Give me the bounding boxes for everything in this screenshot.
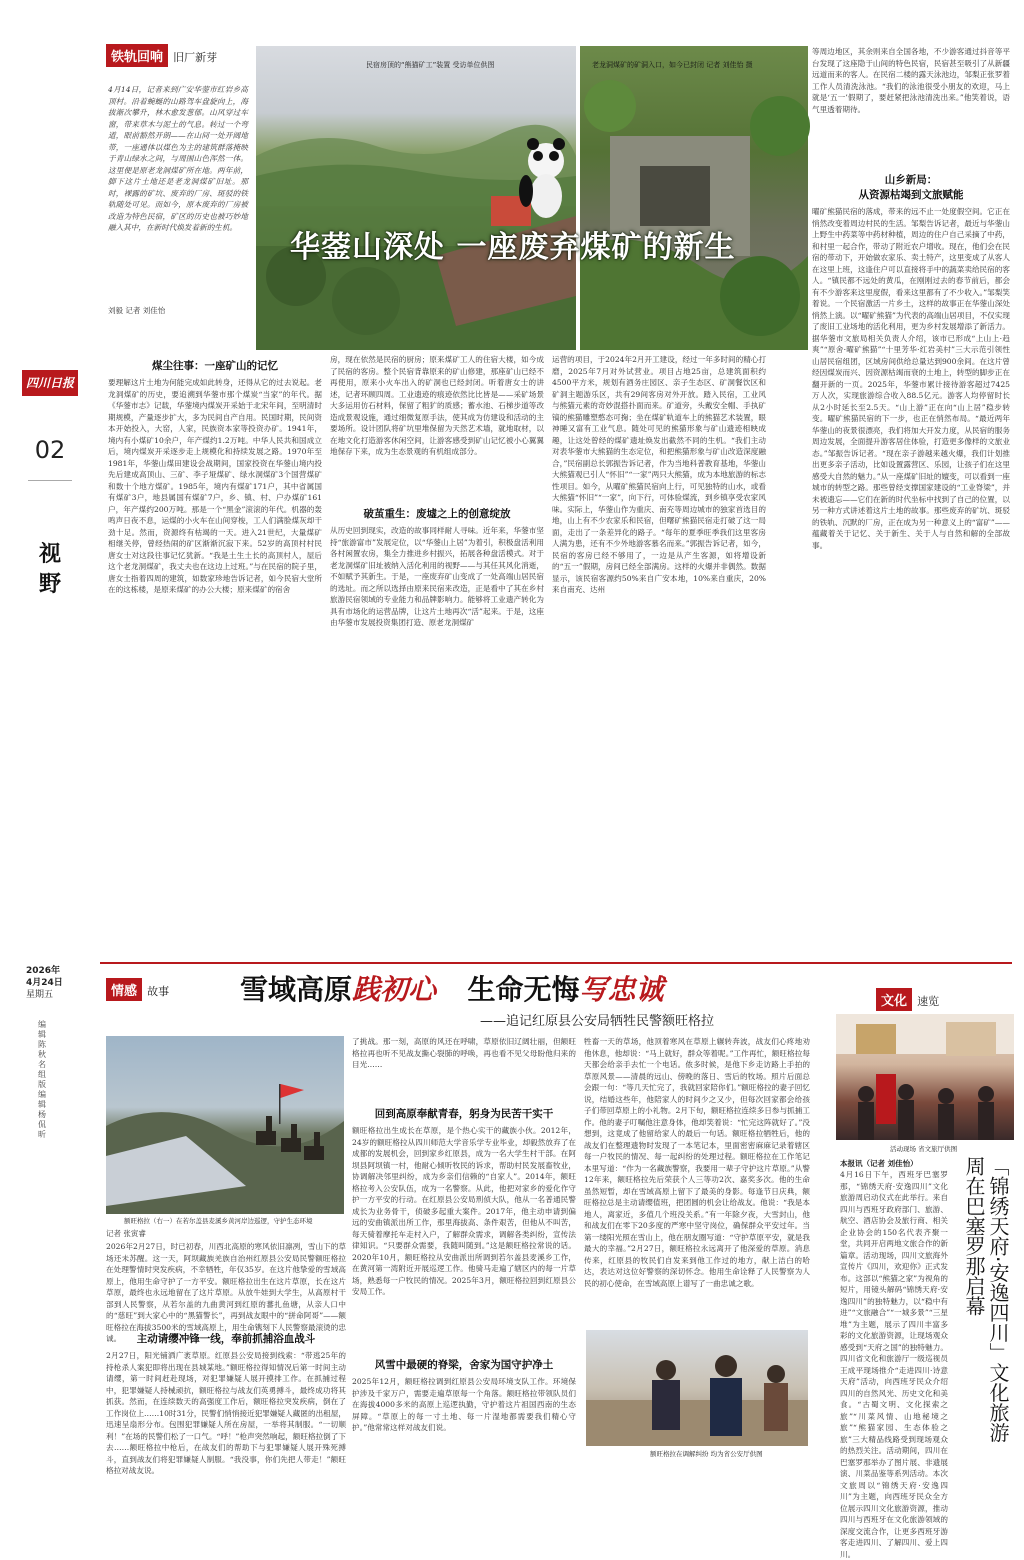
story2-photo-mediation — [586, 1330, 808, 1446]
story3-headline: 「锦绣天府·安逸四川」文化旅游周在巴塞罗那启幕 — [962, 1156, 1010, 1443]
story2-photo1-caption: 额旺格拉（右一）在若尔盖县麦溪乡黄河岸边巡逻，守护生态环境 — [124, 1217, 313, 1225]
officer-mediation-icon — [586, 1330, 808, 1446]
story2-col1: 记者 张寅睿 2026年2月27日，时已初春，川西北高原的寒风依旧凛冽，雪山下的草场还未苏醒。这一天，阿坝藏族羌族自治州红原县公安局民警额旺格拉在处理警情时突发疾病，不幸牺牲，年仅35岁。在这片他挚爱的雪域高原上，他用生命守护了一方平安。额旺格拉出生在这片草原，长在这片草原，最终也永远地留在了这片草原。从放牛娃到大学生，从高原村干部到人民警察，从若尔盖的九曲黄河到红原的蕃扎鱼塘，从亲人口中的“慈旺”到大家心中的“黑猫警长”，再到战友眼中的“拼命阿哥”——额旺格拉在海拔3500米的雪域高原上，用生命镌刻下人民警察最滚烫的忠诚。 主动请缨冲锋一线，奉前抓捕浴血战斗 2月27日，阳光铺洒广袤草原。红原县公安局接到线索：“带逃25年的持枪杀人案犯即将出现在县城某地。”额旺格拉得知情况后第一时间主动请缨，第一时间赶赴现场，对犯罪嫌疑人展开摸排工作。在抓捕过程中，犯罪嫌疑人持械顽抗，额旺格拉与战友们英勇搏斗，最终成功将其抓获。然而，在连续数天的高强度工作后，额旺格拉突发疾病，倒在了工作岗位上……10时31分，民警们悄悄接近犯罪嫌疑人藏匿的出租屋，迅速呈扇形分布。包围犯罪嫌疑人所在房屋，一举将其制服。“一切顺利！”在场的民警们松了一口气。“呼！”枪声突然响起，额旺格拉倒了下去……额旺格拉中枪后，在战友们的帮助下与犯罪嫌疑人展开殊死搏斗，直到战友们将犯罪嫌疑人制服。“我没事，你们先把人带走！”额旺格拉对战友说。 — [106, 1229, 346, 1475]
story1-photo2-caption: 老龙洞煤矿的矿洞入口，如今已封闭 记者 刘佳怡 摄 — [592, 61, 753, 69]
story2-byline: 记者 张寅睿 — [106, 1229, 146, 1238]
story1-subhead1: 煤尘往事：一座矿山的记忆 — [152, 360, 278, 372]
horse-patrol-icon — [106, 1036, 344, 1214]
weekday: 星期五 — [26, 990, 54, 1000]
story2-photo2-caption: 额旺格拉在调解纠纷 均为省公安厅供图 — [650, 1450, 763, 1458]
story1-tag: 铁轨回响 旧厂新芽 — [106, 44, 217, 67]
story1-headline: 华蓥山深处 一座废弃煤矿的新生 — [290, 230, 736, 265]
page-number: 02 — [34, 436, 66, 464]
editor-credits: 编辑 陈秋名 组版编辑 杨侃昕 — [38, 1020, 46, 1139]
story1-lead: 4月14日，记者来到广安华蓥市红岩乡高顶村。沿着蜿蜒的山路驾车盘旋向上，海拔渐次攀升，林木愈发葱郁。山风穿过车窗，带来草木与泥土的气息。转过一个弯道，眼前豁然开朗——在山间一处开阔地带，一座通体以煤色为主的建筑群落掩映于青山绿水之间，与周围山色浑然一体。这里便是原老龙洞煤矿所在地。两年前，脚下这片土地还是老龙洞煤矿旧址。那时，裸露的矿坑、废弃的厂房、斑驳的铁轨随处可见。而如今，原本废弃的厂房被改造为特色民宿，矿区的历史也被巧妙地融入其中，在新时代焕发着新的生机。 — [108, 85, 248, 232]
story2-headline: 雪域高原践初心 生命无悔写忠诚 — [240, 973, 664, 1006]
story2-photo-patrol — [106, 1036, 344, 1214]
stage-event-icon — [836, 1014, 1014, 1140]
story1-subhead2: 破茧重生：废墟之上的创意绽放 — [363, 508, 511, 520]
paper-logo: 四川日报 — [22, 370, 78, 396]
story1-byline: 刘毅 记者 刘佳怡 — [108, 306, 166, 315]
story3-tag: 文化 速览 — [876, 988, 939, 1011]
story2-col2: 了挑战。那一刻，高原的风还在呼啸，草原依旧辽阔壮丽，但额旺格拉再也听不见战友撕心裂肺的呼唤，再也看不见父母盼他归来的目光…… 回到高原奉献青春，躬身为民苦干实干 额旺格拉出生成长在草原，是个热心实干的藏族小伙。2012年，24岁的额旺格拉从四川师范大学音乐学专业毕业，却毅然放弃了在成都的发展机会，回到家乡红原县，成为一名大学生村干部。在阿坝县阿坝镇一村，他耐心倾听牧民的诉求，帮助村民发展畜牧业，协调解决邻里纠纷，成为乡亲们信赖的“自家人”。2014年，额旺格拉考入公安队伍，成为一名警察。从此，他把对家乡的爱化作守护一方平安的行动。在红原县公安局刑侦大队，他从一名普通民警成长为业务骨干，侦破多起重大案件。2017年，他主动申请到偏远的安曲镇派出所工作，那里海拔高、条件艰苦，但他从不叫苦，每天骑着摩托车走村入户，了解群众需求，调解各类纠纷，宣传法律知识。“只要群众需要，我随叫随到。”这是额旺格拉常说的话。2020年10月，额旺格拉从安曲派出所调到若尔盖县麦溪乡工作，在黄河第一湾附近开展巡逻工作。他骑马走遍了辖区内的每一片草场，熟悉每一户牧民的情况。2025年3月，额旺格拉回到红原县公安局工作。 风雪中最硬的脊梁，舍家为国守护净土 2025年12月，额旺格拉调到红原县公安局环境支队工作。环境保护涉及千家万户，需要走遍草原每一个角落。额旺格拉带领队员们在海拔4000多米的高原上巡逻执勤，守护着这片祖国西南的生态屏障。“草原上的每一寸土地、每一片湿地都需要我们精心守护。”他常常这样对战友们说。 — [352, 1037, 576, 1432]
mine-entrance-icon — [580, 46, 808, 350]
story3-body: 本报讯（记者 刘佳怡） 4月16日下午，西班牙巴塞罗那，“锦绣天府·安逸四川”文化旅游周启动仪式在此举行。来自四川与西班牙政府部门、旅游、航空、酒店协会及旅行商、相关企业协会的150名代表齐聚一堂，共同开启两地文旅合作的新篇章。活动现场，四川文旅海外宣传片《四川，欢迎你》正式发布。这部以“熊猫之家”为视角的短片，用镜头解码“锦绣天府·安逸四川”的独特魅力，以“稳中有进”“文旅融合”“一城多景”“三星堆”为主题，展示了四川丰富多彩的文化旅游资源，让现场观众感受到“天府之国”的独特魅力。四川省文化和旅游厅一级巡视员王成平现场推介“走进四川·诗意天府”活动，向西班牙民众介绍四川的自然风光、历史文化和美食。“古蜀文明、文化探索之旅”“川菜风情、山地秘境之旅”“熊猫家园、生态体验之旅”三大精品线路受到现场观众的热烈关注。活动期间，四川在巴塞罗那举办了图片展、非遗展演、川菜品鉴等系列活动。本次文旅周以“锦绣天府·安逸四川”为主题，向西班牙民众全方位展示四川文化旅游资源，推动四川与西班牙在文化旅游领域的深度交流合作，让更多西班牙游客走进四川、了解四川、爱上四川。 — [840, 1159, 948, 1559]
section-name: 视野 — [38, 542, 61, 597]
story1-col1: 煤尘往事：一座矿山的记忆 要理解这片土地为何能完成如此转身，还得从它的过去说起。老龙洞煤矿的历史，要追溯到华蓥市那个煤炭“当家”的年代。据《华蓥市志》记载，华蓥境内煤炭开采始于北宋年间，至明清时期规模，产量逐步扩大，多为民间自产自用。民国时期，民间资本开始投入，大窑，人家，民族资本家等投资办矿。1941年，境内有小煤矿10余户，年产煤约1.2万吨。中华人民共和国成立后，境内煤炭开采逐步走上规模化和持续发展之路。1970年至1981年，华蓥山煤田建设会战期间，国家投资在华蓥山境内投先后建成高顶山、三矿、李子垭煤矿、绿水洞煤矿3个国营煤矿和数十个地方煤矿。1985年，境内有煤矿171户，其中省属国有煤矿3户，地县属国有煤矿7户，乡、镇、村、户办煤矿161户，年产煤约200万吨。那是一个“黑金”滚滚的年代。机器的轰鸣声日夜不息，运煤的小火车在山间穿梭，工人们满脸煤灰却干劲十足。然而，资源终有枯竭的一天。进入21世纪，大量煤矿相继关停，曾经热闹的矿区渐渐沉寂下来。52岁的高顶村村民唐女士对这段往事记忆犹新。“我是土生土长的高顶村人，屋后这个老龙洞煤矿，我丈夫也在这边上过班。”与在民宿的院子里，唐女士指着四周的建筑，如数家珍地告诉记者，如今民宿大堂所在的这栋楼，是原来煤矿的办公大楼；原来煤矿的宿舍 — [108, 360, 322, 594]
date-day: 4月24日 — [26, 978, 63, 988]
story1-col3: 运营的项目，于2024年2月开工建设，经过一年多时间的精心打磨，2025年7月对外试营业。项目占地25亩，总建筑面积约4500平方米，规划有酒务庄园区、亲子生态区、矿洞餐饮区和矿洞主题游乐区，共有29间客房对外开放。踏入民宿，工业风与熊猫元素的奇妙混搭扑面而来。矿道旁，头戴安全帽、手执矿镐的熊猫雕塑憨态可掬；坐在煤矿轨道车上的熊猫艺术装置，眼神睡又富有工业气息。随处可见的熊猫形象与矿山遗迹相映成趣，让这处曾经的煤矿遗址焕发出截然不同的生机。“我们主动对表华蓥市大熊猫的生态定位，和把熊猫形象与矿山改造深度融合，”民宿副总长郭振告诉记者，作为当地科普教育基地，华蓥山大熊猫观已引人“怀旧”“一家”两只大熊猫，成为本地旅游的标志性项目。如今，从曜矿熊猫民宿向上行，可见独特的山水，或看大熊猫“怀旧”“一家”，向下行，可体验煤流，到乡镇享受农家风味。实际上，华蓥山作为重庆、南充等周边城市的独家首选目的地，山上有不少农家乐和民宿，但曙矿熊猫民宿走打破了这一局面，走出了一条差异化的路子。“每年的夏季旺季我们这里客房人满为患，还有不少外地游客慕名而来。”郭振告诉记者，如今，民宿的客房已经不够用了，一边是从产生客源，如将增设新的“五一”假期，房间已经全部满房。这样的火爆并非偶然。数据显示，该民宿客源约50%来自广安本地，10%来自重庆，20%来自南充、达州 — [552, 355, 766, 594]
story3-photo-caption: 活动现场 省文旅厅供图 — [890, 1145, 958, 1153]
story1-photo-panda — [256, 46, 576, 350]
story3-byline: 本报讯（记者 刘佳怡） — [840, 1159, 918, 1168]
date-year: 2026年 — [26, 966, 61, 976]
story2-col3: 牲畜一天的草场，他顶着寒风在草原上辗转奔波，战友们心疼地劝他休息，他却说：“马上就好，群众等着呢。”工作再忙，额旺格拉每天都会给亲手去忙一个电话。侬多时候，是他下乡走访路上手拍的草原风景——清晨的远山、傍晚的落日、雪后的牧场。照片后面总会跟一句：“等几天忙完了，我就回家陪你们。”额旺格拉的妻子回忆说，结婚这些年，他陪家人的时间少之又少，但每次回家都会给孩子们带回草原上的小礼物。2月下旬，额旺格拉连续多日参与抓捕工作。他的妻子叮嘱他注意身体，他却笑着说：“忙完这阵就好了。”没想到，这竟成了他留给家人的最后一句话。额旺格拉牺牲后，他的战友们在整理遗物时发现了一本笔记本，里面密密麻麻记录着辖区每一户牧民的情况、每一起纠纷的处理过程。额旺格拉在工作笔记本里写道：“作为一名藏族警察，我要用一辈子守护这片草原。”从警12年来，额旺格拉先后荣获个人三等功2次、嘉奖多次。他的生命虽然短暂，却在雪域高原上留下了最美的身影。每逢节日庆典，额旺格拉总是主动请缨值班，把团圆的机会让给战友。他说：“我是本地人，离家近，多值几个班没关系。”有一年除夕夜，大雪封山，他和战友们在零下20多度的严寒中坚守岗位，确保群众平安过年。当第一缕阳光照在雪山上，他在朋友圈写道：“守护草原平安，就是我最大的幸福。”2月27日，额旺格拉永远离开了他深爱的草原。消息传来，红原县的牧民们自发来到他工作过的地方，献上洁白的哈达，表达对这位好警察的深切怀念。他用生命诠释了人民警察为人民的初心使命，在雪域高原上谱写了一曲忠诚之歌。 — [584, 1037, 810, 1288]
story2-subhead2: 回到高原奉献青春，躬身为民苦干实干 — [374, 1108, 554, 1120]
story1-photo1-caption: 民宿房顶的“熊猫矿工”装置 受访单位供图 — [366, 61, 495, 69]
story2-subhead3: 风雪中最硬的脊梁，舍家为国守护净土 — [374, 1359, 554, 1371]
story2-tag: 情感 故事 — [106, 978, 169, 1001]
date-block — [26, 965, 76, 1001]
panda-scene-icon — [256, 46, 576, 350]
story1-col2: 房，现在依然是民宿的厨房；原来煤矿工人的住宿大楼，如今成了民宿的客房。整个民宿背靠原来的矿山修建，那座矿山已经不再使用，原来小火车出入的矿洞也已经封闭。听着唐女士的讲述，记者环顾四周。工业遗迹的痕迹依然比比皆是——采矿场景大多运用仿石材料，保留了粗犷的质感；蓄水池、石梯步道等改造成景观设施，通过细微复原手法，使其成为仿建设和活动的主要场所。设计团队将矿坑里堆保留为天然艺术墙，就地取材，以在地文化打造游客休闲空间，让游客感受到矿山记忆被小心翼翼地保存下来，成为生态景观的有机组成部分。 破茧重生：废墟之上的创意绽放 从历史回到现实，改造的故事同样耐人寻味。近年来，华蓥市坚持“旅游富市”发展定位，以“华蓥山上居”为着引，积极盘活利用各村闲置农房，集全力推进乡村振兴，拓展各种盘活模式。对于老龙洞煤矿旧址被纳入活化利用的视野——与其任其风化消逝，不如赋予其新生。于是，一座废弃矿山变成了一处高端山居民宿的选址。而之所以选择由原来民宿来改造，正是看中了其在乡村旅游民宿领域的专业能力和品牌影响力。能够将工业遗产转化为具有市场化的运营品牌，让这片土地再次“活”起来。于是，这座由华蓥市发展投资集团打造、原老龙洞煤矿 — [330, 355, 544, 627]
story1-subhead3: 山乡新局： 从资源枯竭到文旅赋能 — [858, 174, 964, 201]
story2-subhead: ——追记红原县公安局牺牲民警额旺格拉 — [480, 1014, 715, 1029]
story2-subhead1: 主动请缨冲锋一线，奉前抓捕浴血战斗 — [136, 1333, 316, 1345]
story1-col4: 等周边地区，其余则来自全国各地，不少游客通过抖音等平台发现了这座隐于山间的特色民宿，民宿甚至吸引了从新疆远道而来的客人。在民宿二楼的露天泳池边，邹梨正张罗着工作人员清洗泳池。“我们的泳池很受小朋友的欢迎，马上就是‘五一’假期了，要赶紧把泳池清洗出来。”他笑着说，语气里透着期待。 山乡新局： 从资源枯竭到文旅赋能 曜矿熊猫民宿的落成，带来的远不止一处度假空间。它正在悄然改变着周边村民的生活。邹梨告诉记者，最近与华蓥山上野生中药菜等中药材种植，周边的住户自己采摘了中药，和村里一起合作，带动了附近农户增收。现在，他们会在民宿的带动下，开始做农家乐、卖土特产，这里变成了从客人在这里上班，这逢住户可以直接将手中的蔬菜卖给民宿的客人。“镇民都不远处的黄瓜，在刚刚过去的春节前后，都会有不少游客来这里度假，看来这里都有了不少收入。”邹梨笑着说。一个民宿激活一片乡土，这样的故事正在华蓥山深处悄然上演。以“曜矿熊猫”为代表的高端山居项目，不仅实现了废旧工业场地的活化利用，更为乡村发展增添了新活力。据华蓥市文旅局相关负责人介绍，该市已形成“上山上·趋爽”“原舍·曜矿熊猫”“十里芳华·红岩美村”三大示范引领性山居民宿组团，区域房间供给总量达到900余间。在这片曾经因煤炭而兴、因资源枯竭而衰的土地上，转型的脚步正在翻开新的一页。2025年，华蓥市累计接待游客超过7425万人次，实现旅游综合收入88.5亿元。游客人均停留时长从2小时延长至2.5天。“山上游”正在向“山上居”稳步转变。曜矿熊猫民宿的下一步，也正在悄然布局。“最近两年华蓥山的夜景很漂亮，我们将加大开发力度，从民宿的服务周边发展，全面提升游客居住体验，打造更多像样的文旅业态。”邹振告诉记者。“现在亲子游越来越火爆，我们计划推出更多亲子活动，比如设置露营区、乐园，让孩子们在这里感受大自然的魅力。”从一座煤矿旧址的嬗变，可以看到一座城市的转型之路。那些曾经支撑国家建设的“工业脊梁”，并未被遗忘——它们在新的时代坐标中找到了自己的位置，以另一种方式讲述着这片土地的故事。那些废弃的矿坑、斑驳的铁轨、沉默的厂房，正在成为另一种意义上的“富矿”——蕴藏着关于记忆、关于新生、关于人与自然和解的全部故事。 — [812, 47, 1010, 550]
masthead-strip — [22, 370, 78, 890]
story1-photo-mine — [580, 46, 808, 350]
story3-photo-event — [836, 1014, 1014, 1140]
